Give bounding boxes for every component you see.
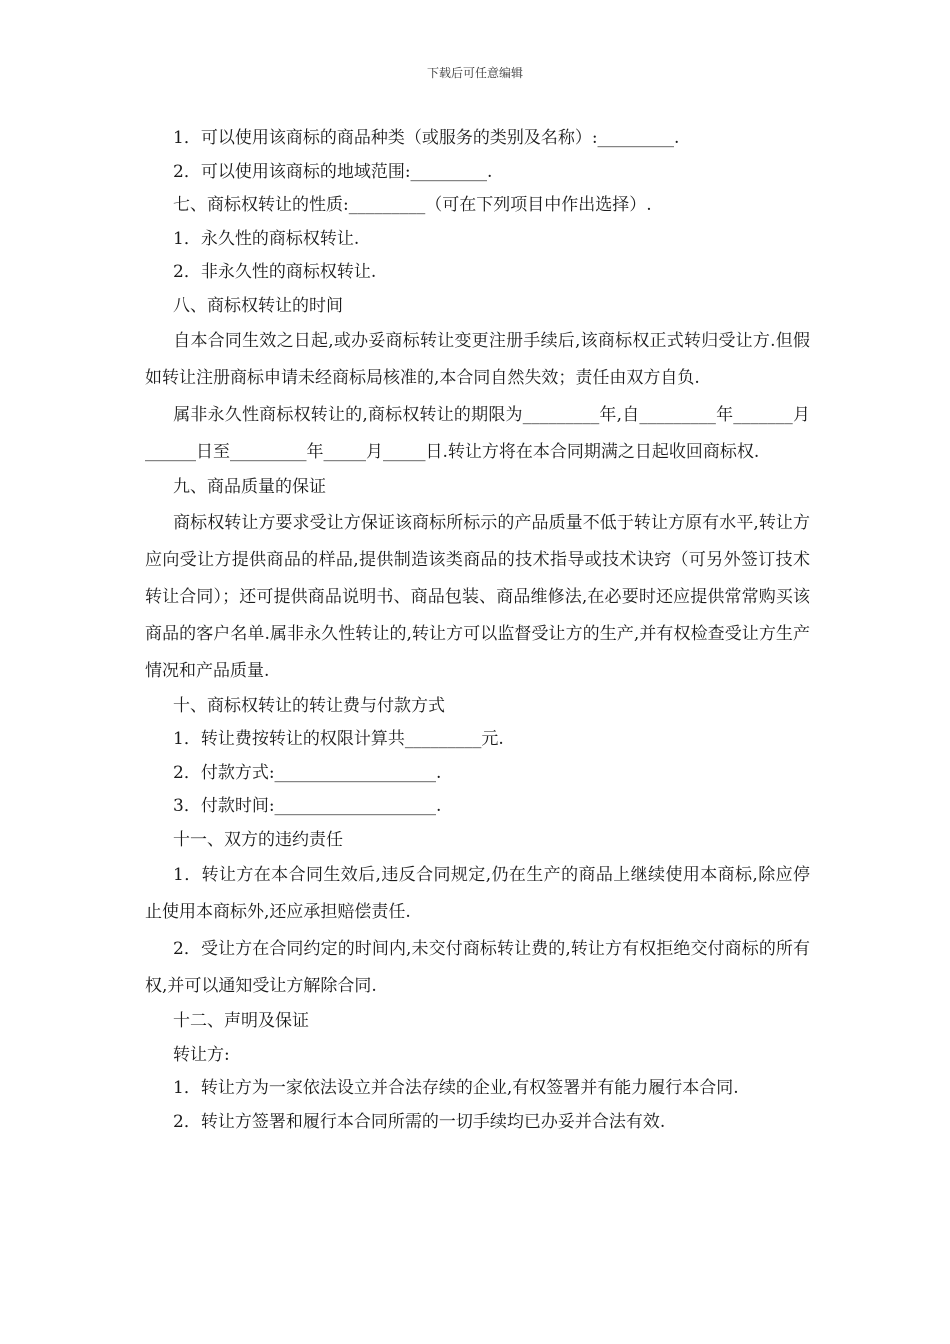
section-11-item-1: 1．转让方在本合同生效后,违反合同规定,仍在生产的商品上继续使用本商标,除应停止使用本商标外,还应承担赔偿责任. <box>145 865 810 922</box>
scope-region-line: 2．可以使用该商标的地域范围:_________. <box>173 161 493 182</box>
section-12-title: 十二、声明及保证 <box>173 1011 309 1031</box>
document-body <box>145 122 810 1139</box>
section-8-paragraph-2: 属非永久性商标权转让的,商标权转让的期限为_________年,自_________年_______月______日至_________年_____月_____日.转让方将在本合同期满之日起收回商标权. <box>145 405 810 462</box>
section-7-title: 七、商标权转让的性质:_________（可在下列项目中作出选择）. <box>173 195 652 215</box>
section-9-paragraph: 商标权转让方要求受让方保证该商标所标示的产品质量不低于转让方原有水平,转让方应向受让方提供商品的样品,提供制造该类商品的技术指导或技术诀窍（可另外签订技术转让合同）；还可提供商品说明书、商品包装、商品维修法,在必要时还应提供常常购买该商品的客户名单.属非永久性转让的,转让方可以监督受让方的生产,并有权检查受让方生产情况和产品质量. <box>145 512 810 681</box>
section-11-item-2: 2．受让方在合同约定的时间内,未交付商标转让费的,转让方有权拒绝交付商标的所有权,并可以通知受让方解除合同. <box>145 939 810 996</box>
section-10-item-2: 2．付款方式:___________________. <box>173 762 442 783</box>
section-7-option-1: 1．永久性的商标权转让. <box>173 228 360 249</box>
section-12-item-1: 1．转让方为一家依法设立并合法存续的企业,有权签署并有能力履行本合同. <box>173 1078 739 1098</box>
section-12-party: 转让方: <box>173 1044 230 1065</box>
section-10-title: 十、商标权转让的转让费与付款方式 <box>173 695 445 716</box>
section-10-item-3: 3．付款时间:___________________. <box>173 796 442 816</box>
section-9-title: 九、商品质量的保证 <box>173 477 326 497</box>
section-12-item-2: 2．转让方签署和履行本合同所需的一切手续均已办妥并合法有效. <box>173 1111 666 1132</box>
section-10-item-1: 1．转让费按转让的权限计算共_________元. <box>173 729 504 749</box>
section-11-title: 十一、双方的违约责任 <box>173 829 343 850</box>
section-8-paragraph-1: 自本合同生效之日起,或办妥商标转让变更注册手续后,该商标权正式转归受让方.但假如转让注册商标申请未经商标局核准的,本合同自然失效；责任由双方自负. <box>145 331 810 388</box>
section-8-title: 八、商标权转让的时间 <box>173 295 343 316</box>
scope-goods-line: 1．可以使用该商标的商品种类（或服务的类别及名称）:_________. <box>173 128 680 148</box>
page-header: 下载后可任意编辑 <box>426 66 523 80</box>
section-7-option-2: 2．非永久性的商标权转让. <box>173 262 377 282</box>
